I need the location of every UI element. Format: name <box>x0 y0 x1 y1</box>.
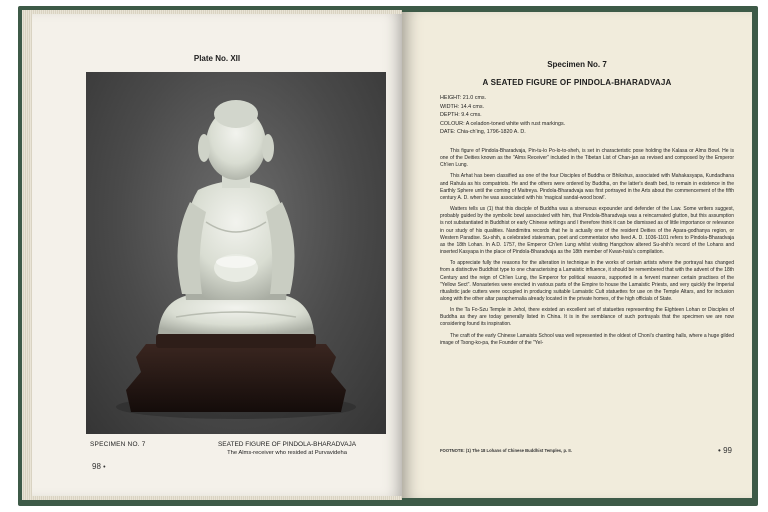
spec-date: DATE: Chia-ch'ing, 1796-1820 A. D. <box>440 129 526 136</box>
plate-caption-specimen: SPECIMEN NO. 7 <box>90 441 146 448</box>
paragraph: In the Ta Fo-Szu Temple in Jehol, there existed an excellent set of statuettes representing the Eighteen Lohan or Disciples of Buddha as they are today generally listed in China. It is in the semblance of such portrayals that the specimen we are now considering found its inspiration. <box>440 307 734 328</box>
paragraph: Watters tells us (1) that this disciple of Buddha was a strenuous expounder and defender of the Law. Some writers suggest, probably guided by the symbolic bowl associated with him, that Pindola-Bharadvaja was a reincarnated glutton, but this assumption is not substantiated in Buddhist or early Chinese writings and I therefore think it can be dismissed as of little importance or relevance in our study of his qualities. Nandimitra records that he is actually one of the resident Deities of the Apara-godhanya region, or Western Paradise. Su-shih, a celebrated statesman, poet and commentator who lived A. D. 1036-1101 refers to Pindola-Bharadvaja as the 18th Lohan. In A.D. 1757, the Emperor Ch'ien Lung whilst visiting Hangchow altered Su-shih's record of the Lohans and inserted Kasyapa in the place of Pindola-Bharadvaja as the 18th member of Kwan-hsiu's compilation. <box>440 206 734 256</box>
spec-colour: COLOUR: A celadon-toned white with rust markings. <box>440 120 566 127</box>
left-page <box>32 14 402 496</box>
spec-height: HEIGHT: 21.0 cms. <box>440 95 487 101</box>
jade-figure-illustration <box>86 72 386 434</box>
left-page-number <box>92 462 106 471</box>
paragraph: This Arhat has been classified as one of the four Disciples of Buddha or Bhikshus, associated with Mahakasyapa, Kundadhana and Rahula as his compatriots. He and the others were ordered by Buddha, on the latter's death bed, to remain in existence in the Earthly Sphere until the coming of Maitreya. Pindola-Bharadvaja was first portrayed in the Arts about the commencement of the fifth century A. D. when he was associated with his 'magical sandal-wood bowl'. <box>440 173 734 201</box>
page-number-text: 99 <box>723 446 732 455</box>
page-number-text: 98 <box>92 462 101 471</box>
buddha-statue-photo <box>86 72 386 434</box>
caption-title: SEATED FIGURE OF PINDOLA-BHARADVAJA <box>217 441 357 448</box>
right-page-number <box>718 446 732 455</box>
footnote: FOOTNOTE: (1) The 18 Lohans of Chinese Buddhist Temples, p. II. <box>440 448 572 453</box>
paragraph: This figure of Pindola-Bharadvaja, Pin-tu-lo Po-lo-to-sheh, is set in characteristic pose holding the Kalasa or Alms Bowl. He is one of the Deities known as the "Alms Receiver" included in the Tibetan List of Chan-jan as revised and composed by the Emperor Ch'ien Lung. <box>440 148 734 169</box>
spec-width: WIDTH: 14.4 cms. <box>440 103 485 110</box>
body-text <box>440 148 734 351</box>
right-page <box>402 12 752 498</box>
open-book <box>18 6 758 506</box>
plate-title: Plate No. XII <box>193 54 241 63</box>
page-dot: • <box>103 464 106 471</box>
specification-list <box>440 94 730 137</box>
plate-caption-title <box>202 441 372 456</box>
paragraph: The craft of the early Chinese Lamaists School was well represented in the oldest of Choni's chanting halls, where a huge gilded image of Tsong-ko-pa, the Founder of the "Yel- <box>440 332 734 346</box>
specimen-subheading: A SEATED FIGURE OF PINDOLA-BHARADVAJA <box>482 78 672 87</box>
page-dot: • <box>718 446 721 455</box>
specimen-heading: Specimen No. 7 <box>547 60 607 69</box>
paragraph: To appreciate fully the reasons for the alteration in technique in the works of certain artists where the portrayal has changed from a distinctive Buddhist type to one characterising a Lamaistic influence, it should be remembered that with the advent of the 18th Century and the reign of Ch'ien Lung, the Emperor for political reasons, supported in a fervent manner certain practises of the "Yellow Sect". Monasteries were erected in various parts of the Empire to house the Lamaistic Priests, and very quickly the Imperial ritualistic jade cutters were occupied in producing suitable Lamaistic Cult statuettes for use on the Temple Altars, and for inclusion along with the other altar paraphernalia already located in the private homes, of the high officials of State. <box>440 260 734 302</box>
spec-depth: DEPTH: 9.4 cms. <box>440 112 482 119</box>
caption-subtitle: The Alms-receiver who resided at Purvavideha <box>227 450 347 456</box>
